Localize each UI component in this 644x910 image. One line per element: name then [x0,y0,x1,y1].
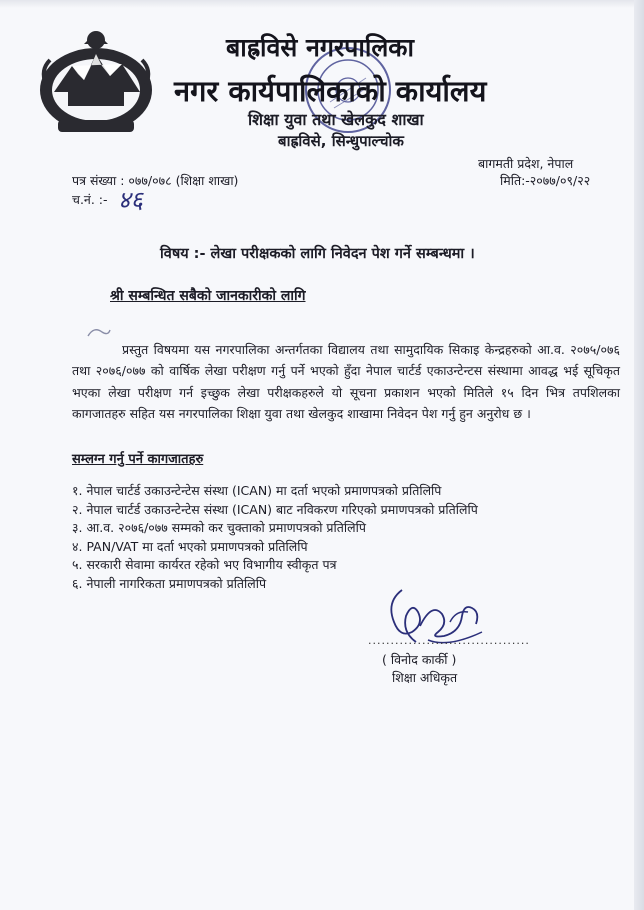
letter-body: प्रस्तुत विषयमा यस नगरपालिका अन्तर्गतका विद्यालय तथा सामुदायिक सिकाइ केन्द्रहरुको आ.व. २०७५/०७६ तथा २०७६/०७७ को वार्षिक लेखा परीक्षण गर्नु पर्ने भएको हुँदा नेपाल चार्टर्ड एकाउन्टेन्टस संस्थामा आवद्ध भई सूचिकृत भएका लेखा परीक्षण गर्न इच्छुक लेखा परीक्षकहरुले यो सूचना प्रकाशन भएको मितिले १५ दिन भित्र तपशिलका कागजातहरु सहित यस नगरपालिका शिक्षा युवा तथा खेलकुद शाखामा निवेदन पेश गर्नु हुन अनुरोध छ । [72,342,620,421]
attachment-item: ५. सरकारी सेवामा कार्यरत रहेको भए विभागीय स्वीकृत पत्र [72,557,337,573]
letter-subject: विषय :- लेखा परीक्षकको लागि निवेदन पेश गर्ने सम्बन्धमा । [160,246,475,262]
attachment-item: ३. आ.व. २०७६/०७७ सम्मको कर चुक्ताको प्रमाणपत्रको प्रतिलिपि [72,520,366,536]
scan-top-shadow [0,0,644,8]
scan-right-edge [634,0,644,910]
signature-line: .................................... [368,634,530,647]
attachments-list [72,482,478,594]
government-emblem-icon [32,30,160,138]
office-address: बाह्रविसे, सिन्धुपाल्चोक [278,132,404,150]
attachment-item: ६. नेपाली नागरिकता प्रमाणपत्रको प्रतिलिपि [72,575,267,591]
attachment-item: ४. PAN/VAT मा दर्ता भएको प्रमाणपत्रको प्रतिलिपि [72,538,308,554]
attachment-item: १. नेपाल चार्टर्ड उकाउन्टेन्टेस संस्था (ICAN) मा दर्ता भएको प्रमाणपत्रको प्रतिलिपि [72,483,442,498]
dispatch-number-handwritten: ४६ [118,186,143,214]
province-line: बागमती प्रदेश, नेपाल [478,156,574,171]
section-name: शिक्षा युवा तथा खेलकुद शाखा [248,110,424,129]
dispatch-number-label: च.नं. :- [72,192,108,207]
pen-mark-icon [86,326,112,340]
signatory-title: शिक्षा अधिकृत [392,670,458,685]
signatory-name: ( विनोद कार्की ) [382,652,457,667]
letter-number: पत्र संख्या : ०७७/०७८ (शिक्षा शाखा) [72,173,239,188]
letter-addressee: श्री सम्बन्धित सबैको जानकारीको लागि [110,288,306,304]
attachments-heading: सम्लग्न गर्नु पर्ने कागजातहरु [72,452,204,467]
municipality-name: बाह्रविसे नगरपालिका [226,33,414,62]
office-name: नगर कार्यपालिकाको कार्यालय [174,74,487,108]
attachment-item: २. नेपाल चार्टर्ड उकाउन्टेन्टेस संस्था (ICAN) बाट नविकरण गरिएको प्रमाणपत्रको प्रतिलिपि [72,501,478,517]
letter-date: मिति:-२०७७/०९/२२ [500,173,591,188]
